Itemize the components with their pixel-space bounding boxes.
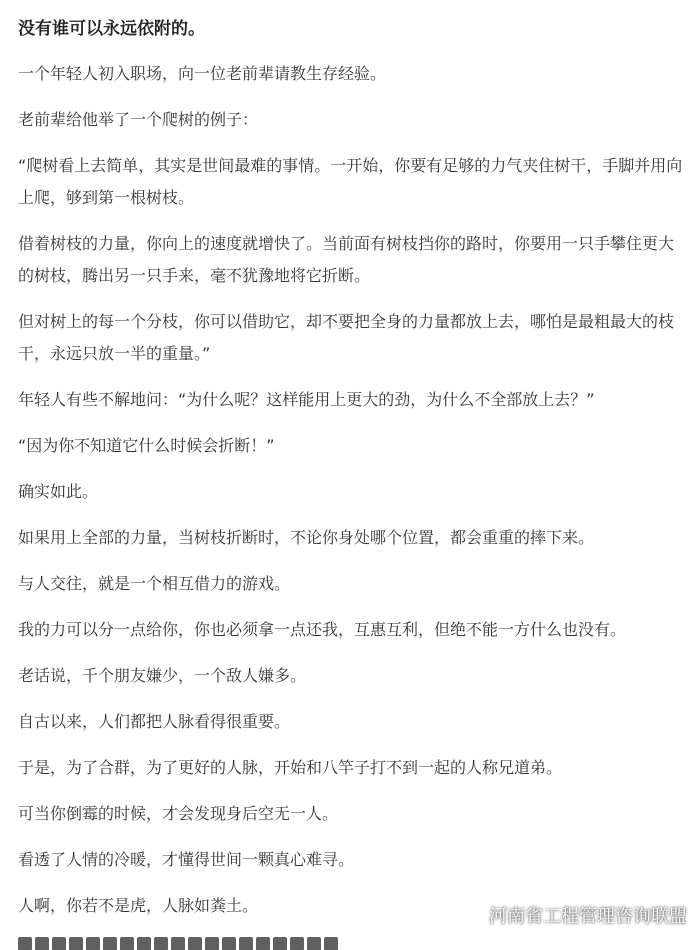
paragraph: 我的力可以分一点给你，你也必须拿一点还我，互惠互利，但绝不能一方什么也没有。 [18, 620, 627, 639]
paragraph: 与人交往，就是一个相互借力的游戏。 [18, 574, 291, 593]
paragraph: “爬树看上去简单，其实是世间最难的事情。一开始，你要有足够的力气夹住树干，手脚并用向上爬，够到第一根树枝。 [18, 156, 683, 207]
paragraph: 看透了人情的冷暖，才懂得世间一颗真心难寻。 [18, 850, 355, 869]
paragraph: 如果用上全部的力量，当树枝折断时，不论你身处哪个位置，都会重重的摔下来。 [18, 528, 595, 547]
watermark-text: 河南省工程管理咨询联盟 [489, 906, 687, 927]
wechat-icon [457, 904, 483, 926]
paragraph: 自古以来，人们都把人脉看得很重要。 [18, 712, 291, 731]
paragraph: 但对树上的每一个分枝，你可以借助它，却不要把全身的力量都放上去，哪怕是最粗最大的枝干，永远只放一半的重量。” [18, 312, 675, 363]
paragraph: 年轻人有些不解地问：“为什么呢？这样能用上更大的劲，为什么不全部放上去？” [18, 390, 595, 409]
article-body [18, 14, 686, 936]
paragraph: 老前辈给他举了一个爬树的例子： [18, 110, 259, 129]
paragraph: 于是，为了合群，为了更好的人脉，开始和八竿子打不到一起的人称兄道弟。 [18, 758, 563, 777]
paragraph: 老话说，千个朋友嫌少，一个敌人嫌多。 [18, 666, 307, 685]
paragraph: 确实如此。 [18, 482, 99, 501]
paragraph: “因为你不知道它什么时候会折断！” [18, 436, 275, 455]
paragraph: 借着树枝的力量，你向上的速度就增快了。当前面有树枝挡你的路时，你要用一只手攀住更大的树枝，腾出另一只手来，毫不犹豫地将它折断。 [18, 234, 675, 285]
watermark [457, 902, 687, 928]
paragraph: 一个年轻人初入职场，向一位老前辈请教生存经验。 [18, 64, 387, 83]
paragraph: 人啊，你若不是虎，人脉如粪土。 [18, 896, 259, 915]
article-heading: 没有谁可以永远依附的。 [18, 19, 205, 39]
paragraph: 可当你倒霉的时候，才会发现身后空无一人。 [18, 804, 339, 823]
